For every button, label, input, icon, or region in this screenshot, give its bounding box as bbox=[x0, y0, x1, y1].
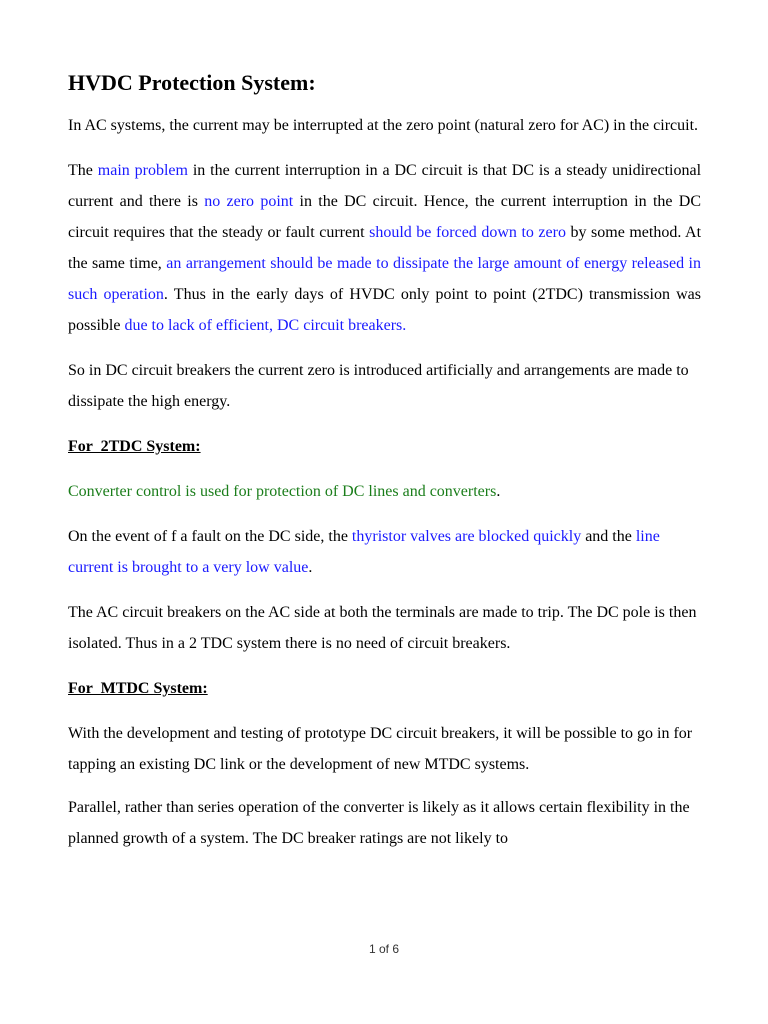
highlight-lack-of-breakers: due to lack of efficient, DC circuit breakers. bbox=[124, 317, 407, 334]
intro-paragraph: In AC systems, the current may be interrupted at the zero point (natural zero for AC) in the circuit. bbox=[68, 117, 699, 134]
text-segment: in the DC circuit. Hence, the current interruption in the DC circuit requires that the steady or fault current bbox=[68, 193, 702, 241]
main-problem-paragraph bbox=[68, 155, 701, 341]
text-segment: and the bbox=[581, 528, 636, 545]
highlight-line-current: line current is brought to a very low value bbox=[68, 528, 660, 576]
section-heading-mtdc bbox=[68, 673, 701, 704]
text-segment: . bbox=[308, 559, 313, 576]
text-segment: . Thus in the early days of HVDC only point to point (2TDC) transmission was possible bbox=[68, 286, 701, 334]
page-number: 1 of 6 bbox=[368, 942, 400, 956]
text-segment: The bbox=[68, 162, 98, 179]
highlight-forced-down: should be forced down to zero bbox=[369, 224, 566, 241]
highlight-main-problem: main problem bbox=[97, 162, 188, 179]
heading-text: For 2TDC System: bbox=[68, 438, 201, 455]
highlight-converter-control: Converter control is used for protection of DC lines and converters bbox=[68, 483, 497, 500]
text-segment: by some method. At the same time, bbox=[68, 224, 702, 272]
section-heading-2tdc bbox=[68, 431, 701, 462]
parallel-operation-paragraph: Parallel, rather than series operation of the converter is likely as it allows certain flexibility in the planned growth of a system. The DC breaker ratings are not likely to bbox=[68, 799, 690, 847]
converter-control-paragraph bbox=[68, 476, 701, 507]
text-segment: in the current interruption in a DC circuit is that DC is a steady unidirectional current and there is bbox=[68, 162, 702, 210]
document-title: HVDC Protection System: bbox=[68, 70, 316, 95]
text-segment: On the event of f a fault on the DC side, the bbox=[68, 528, 352, 545]
heading-text: For MTDC System: bbox=[68, 680, 208, 697]
highlight-thyristor-valves: thyristor valves are blocked quickly bbox=[351, 528, 582, 545]
highlight-arrangement: an arrangement should be made to dissipate the large amount of energy released in such operation bbox=[68, 255, 702, 303]
ac-breakers-paragraph: The AC circuit breakers on the AC side at both the terminals are made to trip. The DC pole is then isolated. Thus in a 2 TDC system there is no need of circuit breakers. bbox=[68, 604, 697, 652]
prototype-breakers-paragraph: With the development and testing of prototype DC circuit breakers, it will be possible to go in for tapping an existing DC link or the development of new MTDC systems. bbox=[68, 725, 693, 773]
fault-event-paragraph bbox=[68, 521, 701, 583]
highlight-no-zero-point: no zero point bbox=[204, 193, 294, 210]
text-segment: . bbox=[496, 483, 501, 500]
document-page bbox=[68, 64, 701, 854]
artificial-zero-paragraph: So in DC circuit breakers the current zero is introduced artificially and arrangements are made to dissipate the high energy. bbox=[68, 362, 689, 410]
